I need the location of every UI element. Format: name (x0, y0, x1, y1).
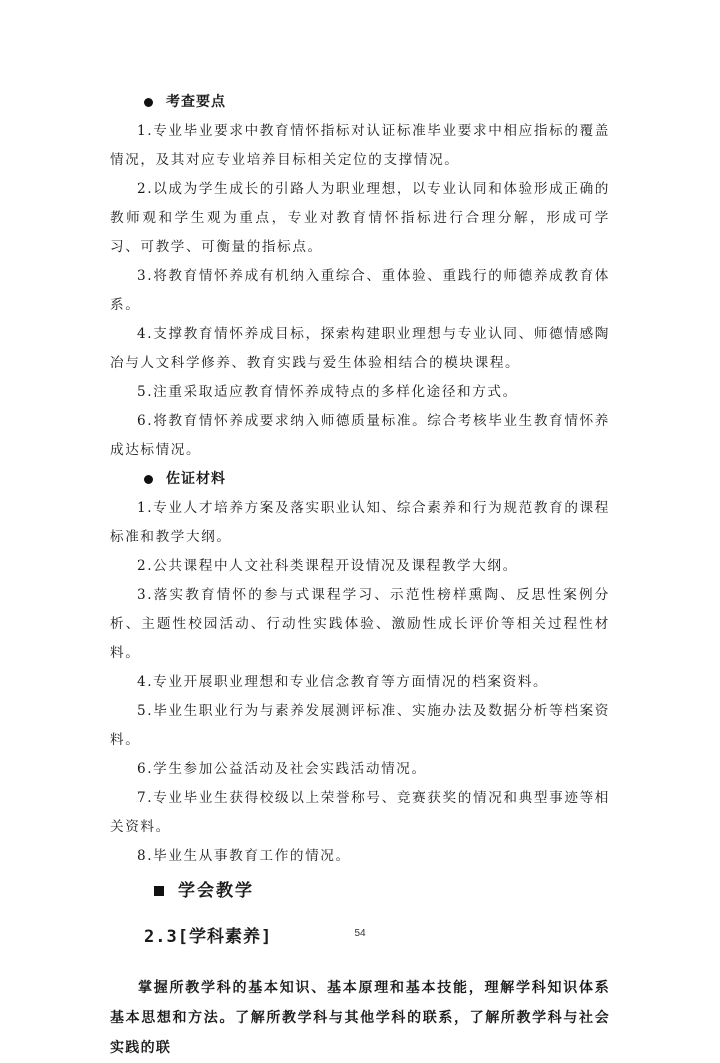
list-item: 3.将教育情怀养成有机纳入重综合、重体验、重践行的师德养成教育体系。 (110, 268, 610, 313)
list-item: 4.支撑教育情怀养成目标，探索构建职业理想与专业认同、师德情感陶冶与人文科学修养、教育实践与爱生体验相结合的模块课程。 (110, 326, 610, 371)
square-bullet-icon (154, 886, 164, 896)
list-item: 6.学生参加公益活动及社会实践活动情况。 (137, 761, 427, 777)
heading-text: 佐证材料 (166, 471, 226, 487)
list-item: 1.专业人才培养方案及落实职业认知、综合素养和行为规范教育的课程标准和教学大纲。 (110, 500, 610, 545)
subsection-title: 2.3[学科素养] (144, 927, 273, 947)
bold-paragraph: 掌握所教学科的基本知识、基本原理和基本技能，理解学科知识体系基本思想和方法。了解所教学科与其他学科的联系，了解所教学科与社会实践的联 (110, 980, 610, 1056)
list-item: 2.公共课程中人文社科类课程开设情况及课程教学大纲。 (137, 558, 518, 574)
bullet-dot-icon (144, 475, 153, 484)
page-number: 54 (354, 928, 366, 939)
bullet-dot-icon (144, 98, 153, 107)
list-item: 1.专业毕业要求中教育情怀指标对认证标准毕业要求中相应指标的覆盖情况，及其对应专业培养目标相关定位的支撑情况。 (110, 123, 610, 168)
list-item: 6.将教育情怀养成要求纳入师德质量标准。综合考核毕业生教育情怀养成达标情况。 (110, 413, 610, 458)
list-item: 4.专业开展职业理想和专业信念教育等方面情况的档案资料。 (137, 674, 549, 690)
list-item: 2.以成为学生成长的引路人为职业理想，以专业认同和体验形成正确的教师观和学生观为重点，专业对教育情怀指标进行合理分解，形成可学习、可教学、可衡量的指标点。 (110, 181, 610, 255)
list-item: 7.专业毕业生获得校级以上荣誉称号、竞赛获奖的情况和典型事迹等相关资料。 (110, 790, 610, 835)
list-item: 5.毕业生职业行为与素养发展测评标准、实施办法及数据分析等档案资料。 (110, 703, 610, 748)
heading-text: 考查要点 (166, 94, 226, 110)
heading-text: 学会教学 (178, 881, 254, 901)
list-item: 3.落实教育情怀的参与式课程学习、示范性榜样熏陶、反思性案例分析、主题性校园活动、行动性实践体验、激励性成长评价等相关过程性材料。 (110, 587, 610, 661)
section-heading-evidence (110, 465, 610, 494)
list-item: 8.毕业生从事教育工作的情况。 (137, 848, 351, 864)
section-heading-key-points (110, 88, 610, 117)
document-page (110, 88, 610, 1063)
section-heading-learn-teaching (110, 871, 610, 911)
list-item: 5.注重采取适应教育情怀养成特点的多样化途径和方式。 (137, 384, 518, 400)
